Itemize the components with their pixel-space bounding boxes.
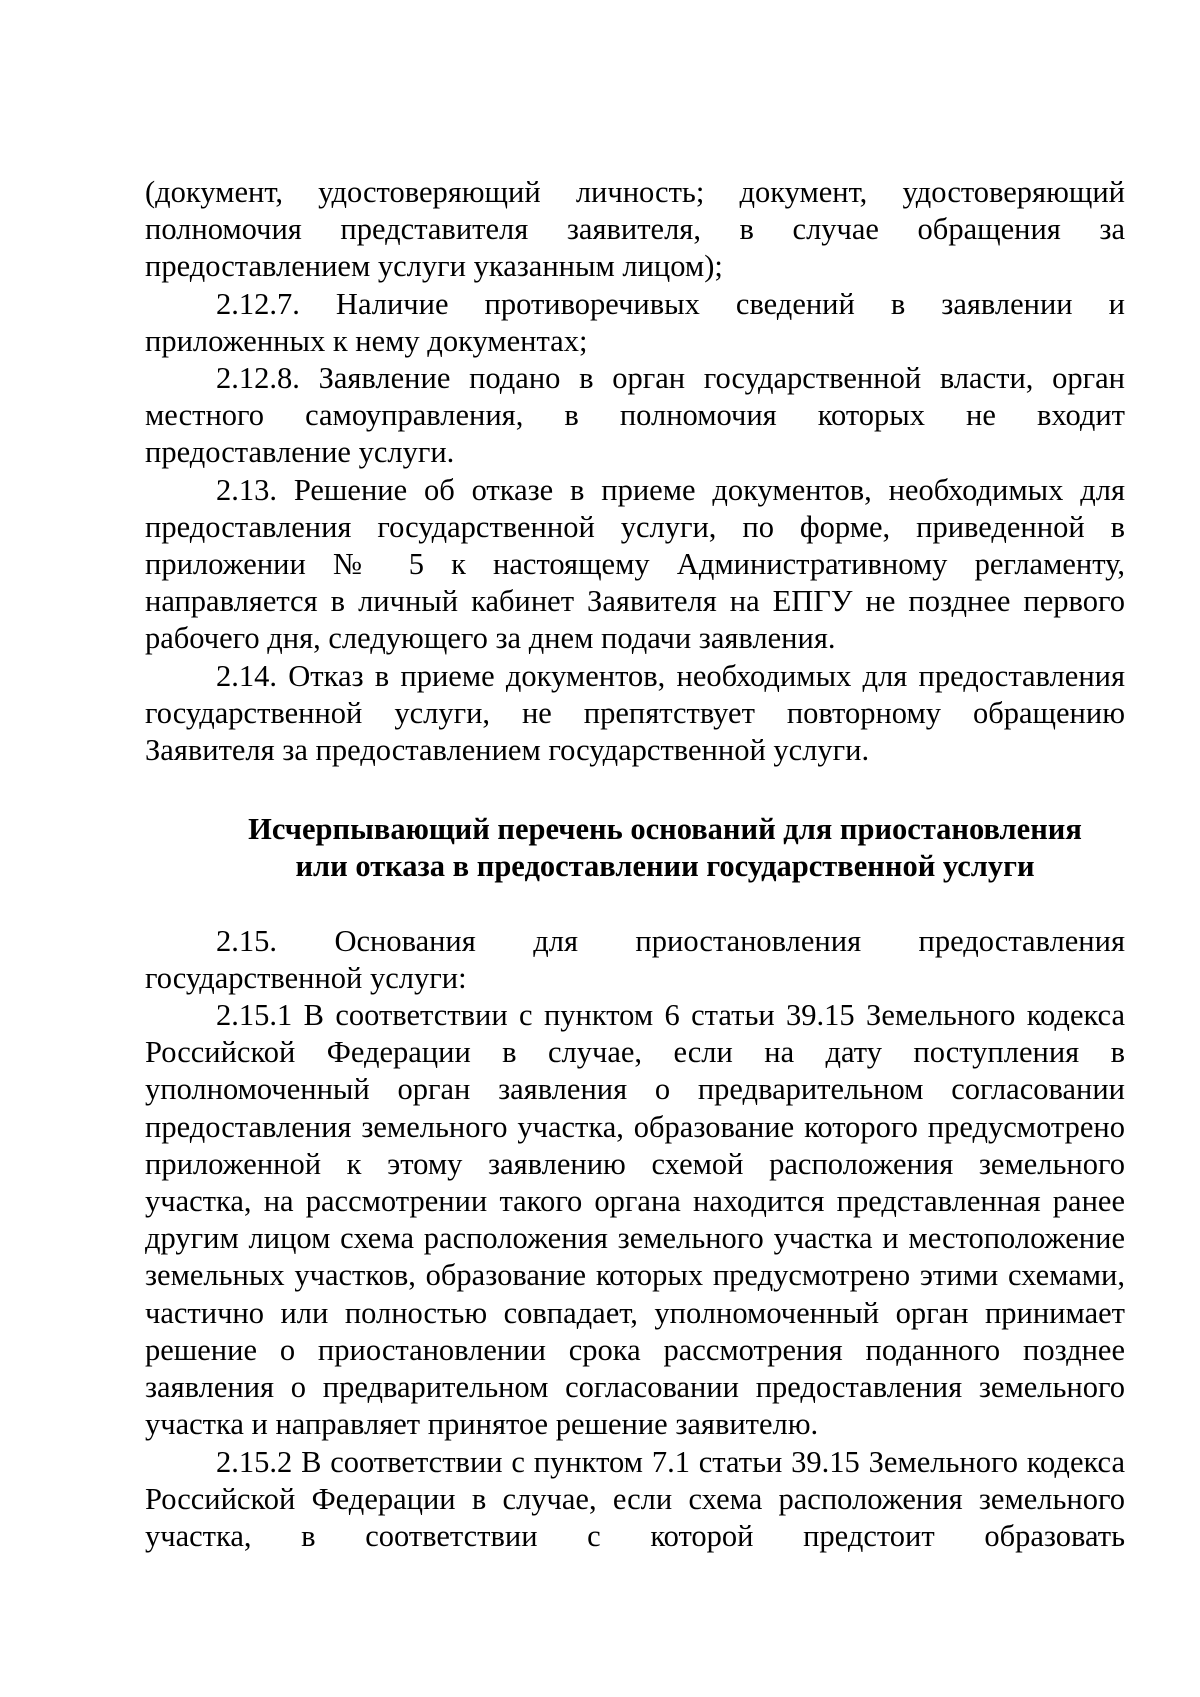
section-heading: [145, 811, 1125, 885]
paragraph-continuation: (документ, удостоверяющий личность; документ, удостоверяющий полномочия представителя заявителя, в случае обращения за предоставлением услуги указанным лицом);: [145, 175, 1125, 284]
paragraph-2-14: 2.14. Отказ в приеме документов, необходимых для предоставления государственной услуги, не препятствует повторному обращению Заявителя за предоставлением государственной услуги.: [145, 658, 1125, 768]
section-heading-line-2: или отказа в предоставлении государственной услуги: [295, 849, 1035, 884]
paragraph-2-13: 2.13. Решение об отказе в приеме документов, необходимых для предоставления государственной услуги, по форме, приведенной в приложении № 5 к настоящему Административному регламенту, направляется в личный кабинет Заявителя на ЕПГУ не позднее первого рабочего дня, следующего за днем подачи заявления.: [145, 472, 1125, 656]
section-heading-line-1: Исчерпывающий перечень оснований для приостановления: [248, 812, 1082, 847]
paragraph-2-15-1: 2.15.1 В соответствии с пунктом 6 статьи 39.15 Земельного кодекса Российской Федерации в случае, если на дату поступления в уполномоченный орган заявления о предварительном согласовании предоставления земельного участка, образование которого предусмотрено приложенной к этому заявлению схемой расположения земельного участка, на рассмотрении такого органа находится представленная ранее другим лицом схема расположения земельного участка и местоположение земельных участков, образование которых предусмотрено этими схемами, частично или полностью совпадает, уполномоченный орган принимает решение о приостановлении срока рассмотрения поданного позднее заявления о предварительном согласовании предоставления земельного участка и направляет принятое решение заявителю.: [145, 998, 1125, 1442]
paragraph-2-15-2: 2.15.2 В соответствии с пунктом 7.1 статьи 39.15 Земельного кодекса Российской Федерации в случае, если схема расположения земельного участка, в соответствии с которой предстоит образовать: [145, 1444, 1125, 1553]
paragraph-2-12-7: 2.12.7. Наличие противоречивых сведений в заявлении и приложенных к нему документах;: [145, 286, 1125, 358]
document-page: [145, 174, 1125, 1555]
paragraph-2-15: 2.15. Основания для приостановления предоставления государственной услуги:: [145, 923, 1125, 995]
paragraph-2-12-8: 2.12.8. Заявление подано в орган государственной власти, орган местного самоуправления, в полномочия которых не входит предоставление услуги.: [145, 361, 1125, 470]
